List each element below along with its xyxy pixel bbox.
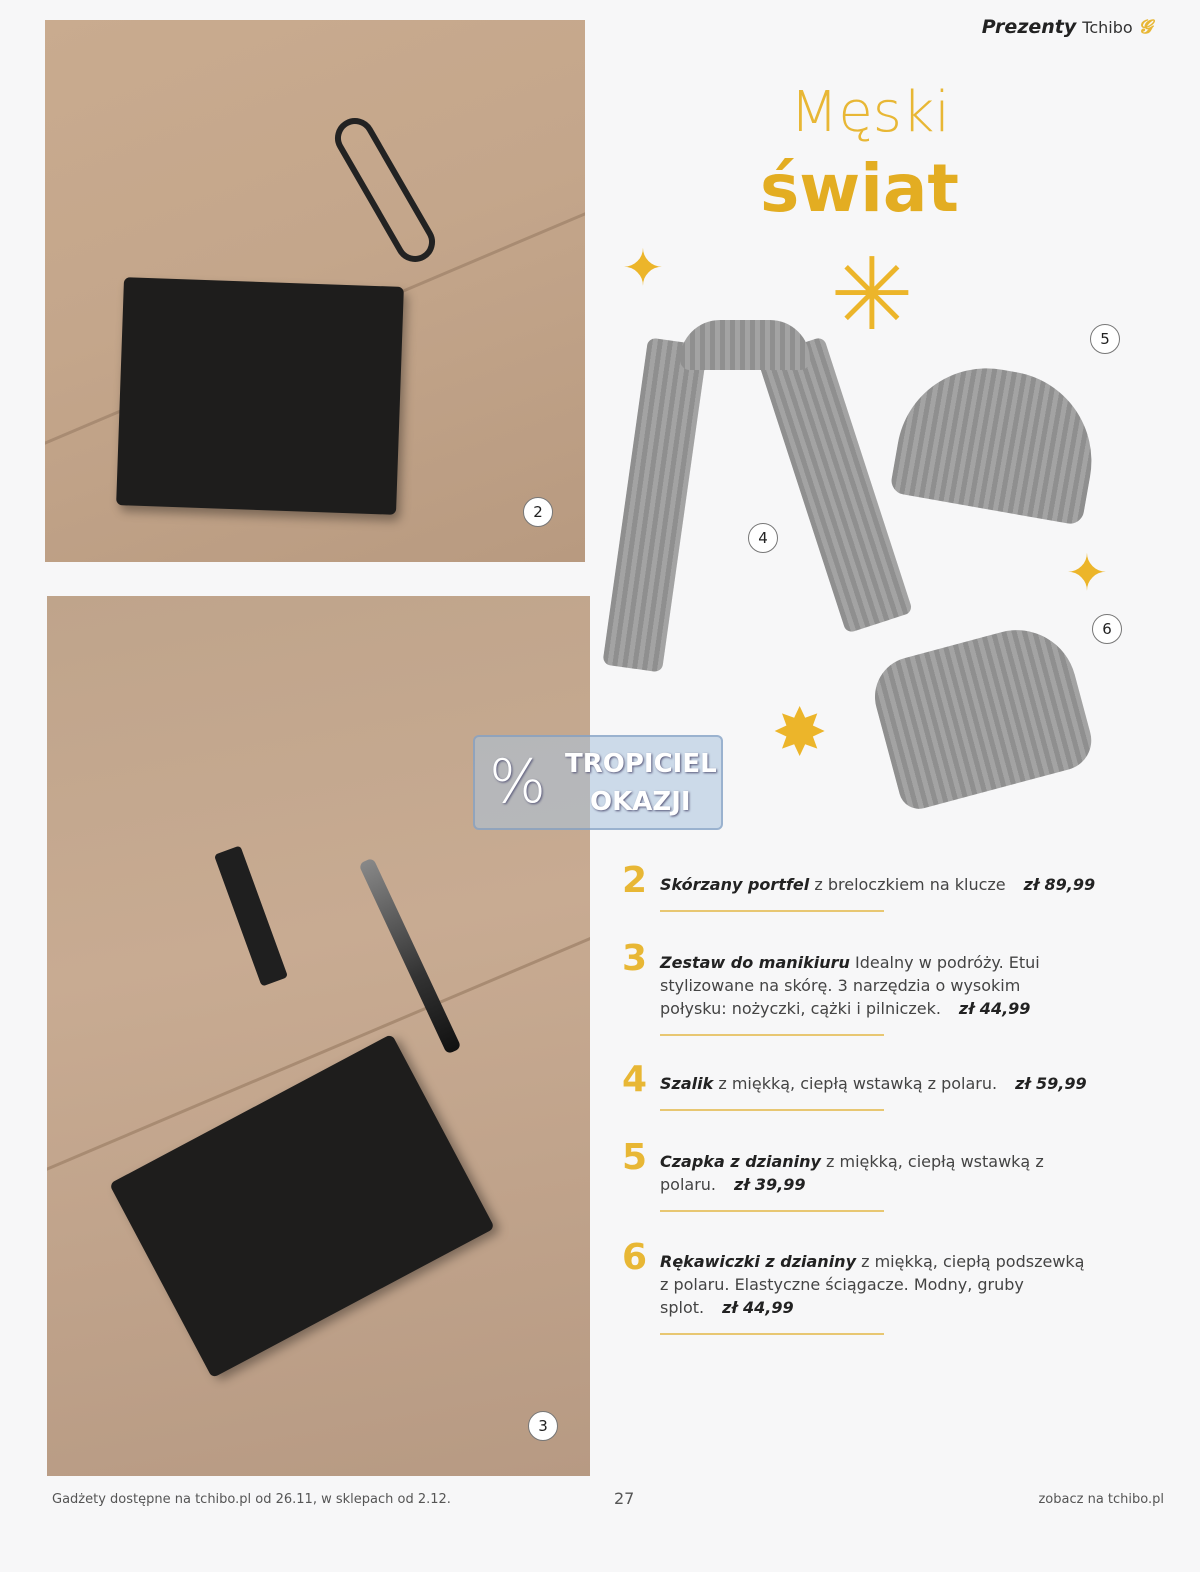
footer-availability: Gadżety dostępne na tchibo.pl od 26.11, w sklepach od 2.12.: [52, 1492, 451, 1507]
item-desc: Idealny w podróży. Etui stylizowane na skórę. 3 narzędzia o wysokim połysku: nożyczki, cążki i pilniczek.: [660, 953, 1040, 1018]
item-desc: z miękką, ciepłą wstawką z polaru.: [660, 1152, 1044, 1194]
nail-file: [358, 857, 461, 1054]
scarf-image-end: [757, 336, 913, 633]
page-number: 27: [614, 1489, 635, 1508]
footer-link[interactable]: zobacz na tchibo.pl: [1038, 1492, 1164, 1507]
item-price: zł 39,99: [734, 1175, 806, 1194]
item-price: zł 44,99: [958, 999, 1031, 1018]
product-item: [622, 1137, 1062, 1212]
item-number: 2: [622, 860, 648, 901]
gloves-image: [866, 617, 1098, 814]
title-line1: Męski: [790, 80, 950, 145]
badge-5: 5: [1090, 324, 1120, 354]
divider: [660, 1333, 884, 1335]
watermark-symbol: %: [489, 747, 547, 817]
star-icon: ✸: [772, 694, 828, 771]
product-item: [622, 938, 1072, 1036]
tchibo-logo-icon: 𝓖: [1138, 16, 1152, 38]
item-number: 6: [622, 1237, 648, 1278]
watermark-line1: TROPICIEL: [565, 749, 717, 779]
item-price: zł 89,99: [1023, 875, 1096, 894]
divider: [660, 1034, 884, 1036]
item-name: Czapka z dzianiny: [660, 1152, 821, 1171]
beanie-image: [889, 354, 1105, 526]
item-desc: z miękką, ciepłą wstawką z polaru.: [713, 1074, 998, 1093]
item-name: Zestaw do manikiuru: [660, 953, 850, 972]
badge-3: 3: [528, 1411, 558, 1441]
wallet-photo: [45, 20, 585, 562]
item-number: 4: [622, 1059, 648, 1100]
keychain: [328, 111, 443, 270]
item-name: Rękawiczki z dzianiny: [660, 1252, 856, 1271]
item-number: 3: [622, 938, 648, 979]
badge-2: 2: [523, 497, 553, 527]
item-name: Skórzany portfel: [660, 875, 810, 894]
product-item: [622, 1237, 1092, 1335]
product-item: [622, 1059, 1102, 1111]
badge-4: 4: [748, 523, 778, 553]
star-icon: ✳: [830, 236, 914, 353]
item-desc: z miękką, ciepłą podszewką z polaru. Elastyczne ściągacze. Modny, gruby splot.: [660, 1252, 1085, 1317]
divider: [660, 1109, 884, 1111]
watermark: [473, 735, 723, 830]
section-label: Prezenty: [981, 16, 1077, 38]
item-price: zł 44,99: [722, 1298, 794, 1317]
item-price: zł 59,99: [1015, 1074, 1087, 1093]
scarf-loop: [680, 320, 810, 370]
product-item: [622, 860, 1102, 912]
leather-wallet: [116, 277, 404, 515]
manicure-photo: [47, 596, 590, 1476]
title-line2: świat: [760, 150, 959, 227]
page-header: [982, 16, 1152, 38]
nail-clipper: [214, 845, 288, 986]
item-name: Szalik: [660, 1074, 714, 1093]
brand-label: Tchibo: [1082, 17, 1133, 37]
watermark-line2: OKAZJI: [590, 787, 691, 817]
divider: [660, 910, 884, 912]
scarf-image: [602, 337, 707, 672]
divider: [660, 1210, 884, 1212]
star-icon: ✦: [622, 239, 664, 297]
item-desc: z breloczkiem na klucze: [809, 875, 1006, 894]
star-icon: ✦: [1066, 544, 1108, 602]
badge-6: 6: [1092, 614, 1122, 644]
item-number: 5: [622, 1137, 648, 1178]
manicure-case: [109, 1034, 495, 1378]
